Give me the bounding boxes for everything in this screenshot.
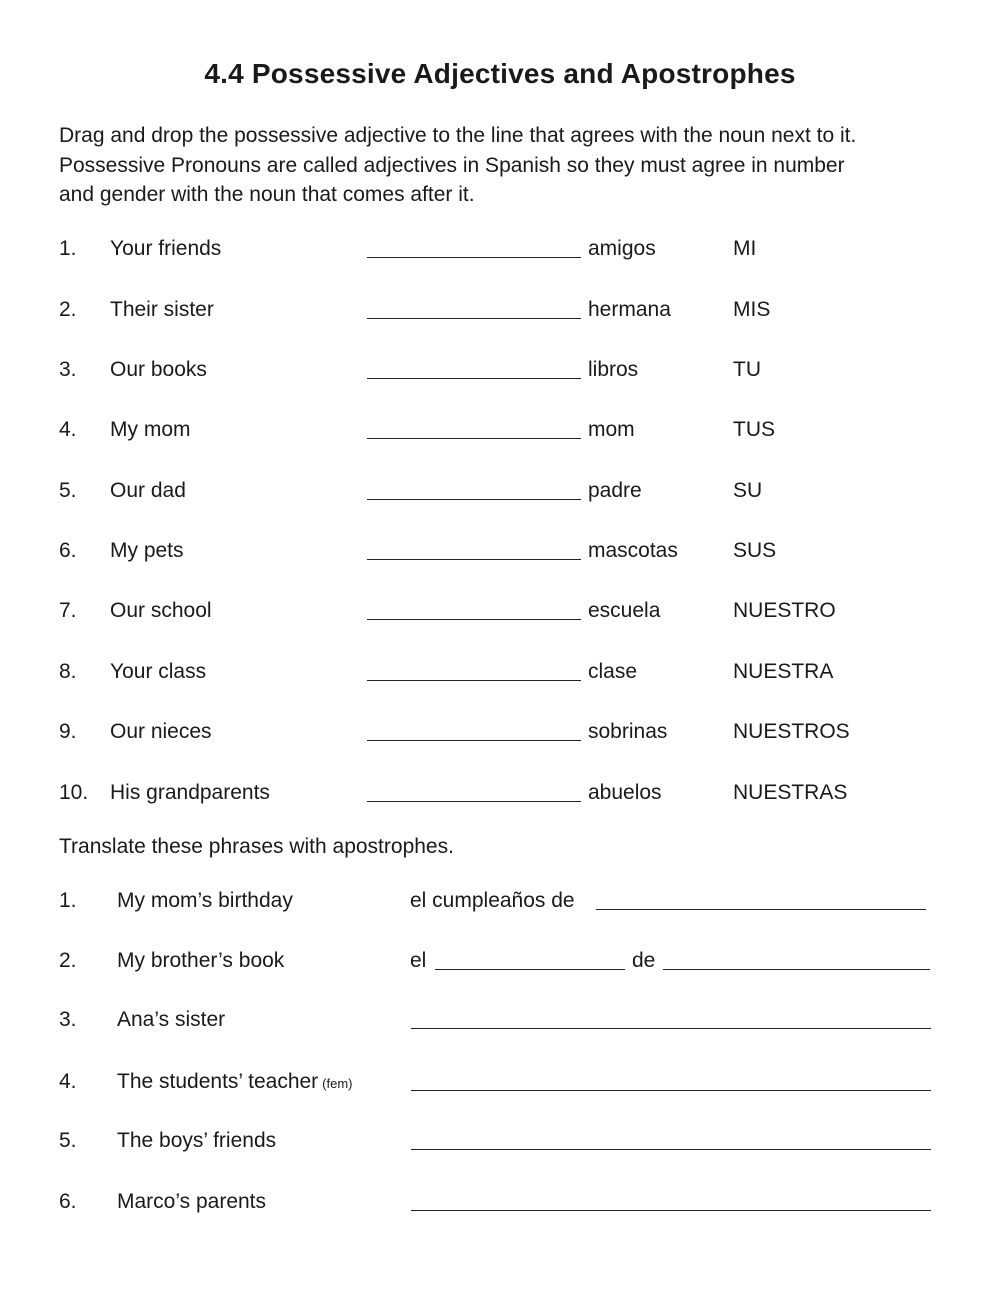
adjective-option[interactable]: TU bbox=[733, 358, 761, 381]
english-phrase: Marco’s parents bbox=[117, 1190, 267, 1213]
spanish-noun: padre bbox=[588, 479, 642, 502]
english-phrase: Your class bbox=[110, 660, 207, 683]
adjective-option[interactable]: MI bbox=[733, 237, 757, 260]
english-phrase: The boys’ friends bbox=[117, 1129, 277, 1152]
english-phrase: His grandparents bbox=[110, 781, 270, 804]
question-number: 10. bbox=[59, 781, 89, 804]
question-number: 4. bbox=[59, 418, 77, 441]
question-number: 9. bbox=[59, 720, 77, 743]
spanish-noun: amigos bbox=[588, 237, 656, 260]
adjective-option[interactable]: NUESTRA bbox=[733, 660, 834, 683]
english-phrase: Your friends bbox=[110, 237, 222, 260]
adjective-option[interactable]: SU bbox=[733, 479, 763, 502]
answer-line[interactable] bbox=[435, 969, 625, 970]
answer-drop-line[interactable] bbox=[367, 378, 581, 379]
answer-drop-line[interactable] bbox=[367, 680, 581, 681]
question-number: 3. bbox=[59, 1008, 77, 1031]
english-phrase: Our school bbox=[110, 599, 212, 622]
adjective-option[interactable]: NUESTRO bbox=[733, 599, 836, 622]
instruction-line: Drag and drop the possessive adjective to the line that agrees with the noun next to it. bbox=[59, 124, 857, 147]
spanish-noun: mascotas bbox=[588, 539, 678, 562]
spanish-noun: clase bbox=[588, 660, 638, 683]
english-phrase: Their sister bbox=[110, 298, 214, 321]
question-number: 2. bbox=[59, 949, 77, 972]
instruction-line: Possessive Pronouns are called adjectives in Spanish so they must agree in number bbox=[59, 153, 845, 177]
spanish-noun: escuela bbox=[588, 599, 661, 622]
spanish-article: el bbox=[410, 949, 427, 972]
question-number: 7. bbox=[59, 599, 77, 622]
english-phrase-wrap bbox=[117, 1067, 353, 1099]
answer-line[interactable] bbox=[411, 1090, 931, 1091]
section-instruction: Translate these phrases with apostrophes. bbox=[59, 835, 454, 858]
question-number: 5. bbox=[59, 479, 77, 502]
question-number: 1. bbox=[59, 237, 77, 260]
answer-line[interactable] bbox=[411, 1028, 931, 1029]
answer-drop-line[interactable] bbox=[367, 559, 581, 560]
adjective-option[interactable]: TUS bbox=[733, 418, 775, 441]
english-phrase: Ana’s sister bbox=[117, 1008, 226, 1031]
answer-line[interactable] bbox=[663, 969, 930, 970]
spanish-noun: sobrinas bbox=[588, 720, 668, 743]
question-number: 1. bbox=[59, 889, 77, 912]
question-number: 2. bbox=[59, 298, 77, 321]
english-phrase: My mom’s birthday bbox=[117, 889, 293, 912]
spanish-noun: hermana bbox=[588, 298, 671, 321]
answer-drop-line[interactable] bbox=[367, 801, 581, 802]
adjective-option[interactable]: NUESTRAS bbox=[733, 781, 848, 804]
english-phrase: Our books bbox=[110, 358, 207, 381]
question-number: 3. bbox=[59, 358, 77, 381]
english-phrase: My mom bbox=[110, 418, 191, 441]
spanish-noun: abuelos bbox=[588, 781, 662, 804]
answer-line[interactable] bbox=[411, 1210, 931, 1211]
page-title: 4.4 Possessive Adjectives and Apostrophes bbox=[204, 58, 796, 89]
adjective-option[interactable]: SUS bbox=[733, 539, 777, 562]
question-number: 4. bbox=[59, 1070, 77, 1093]
english-phrase: The students’ teacher bbox=[117, 1070, 319, 1093]
english-phrase: My brother’s book bbox=[117, 949, 285, 972]
instruction-line: and gender with the noun that comes after it. bbox=[59, 183, 475, 206]
spanish-noun: libros bbox=[588, 358, 639, 381]
english-phrase: Our nieces bbox=[110, 720, 212, 743]
answer-drop-line[interactable] bbox=[367, 318, 581, 319]
adjective-option[interactable]: NUESTROS bbox=[733, 720, 850, 743]
spanish-prefix: el cumpleaños de bbox=[410, 889, 575, 912]
answer-drop-line[interactable] bbox=[367, 499, 581, 500]
answer-drop-line[interactable] bbox=[367, 438, 581, 439]
adjective-option[interactable]: MIS bbox=[733, 298, 771, 321]
question-number: 6. bbox=[59, 1190, 77, 1213]
answer-line[interactable] bbox=[596, 909, 926, 910]
answer-drop-line[interactable] bbox=[367, 619, 581, 620]
spanish-noun: mom bbox=[588, 418, 635, 441]
instructions bbox=[59, 121, 959, 210]
english-phrase: My pets bbox=[110, 539, 184, 562]
gender-note: (fem) bbox=[322, 1076, 353, 1091]
spanish-de: de bbox=[632, 949, 656, 972]
question-number: 6. bbox=[59, 539, 77, 562]
answer-line[interactable] bbox=[411, 1149, 931, 1150]
answer-drop-line[interactable] bbox=[367, 257, 581, 258]
english-phrase: Our dad bbox=[110, 479, 186, 502]
answer-drop-line[interactable] bbox=[367, 740, 581, 741]
question-number: 8. bbox=[59, 660, 77, 683]
question-number: 5. bbox=[59, 1129, 77, 1152]
